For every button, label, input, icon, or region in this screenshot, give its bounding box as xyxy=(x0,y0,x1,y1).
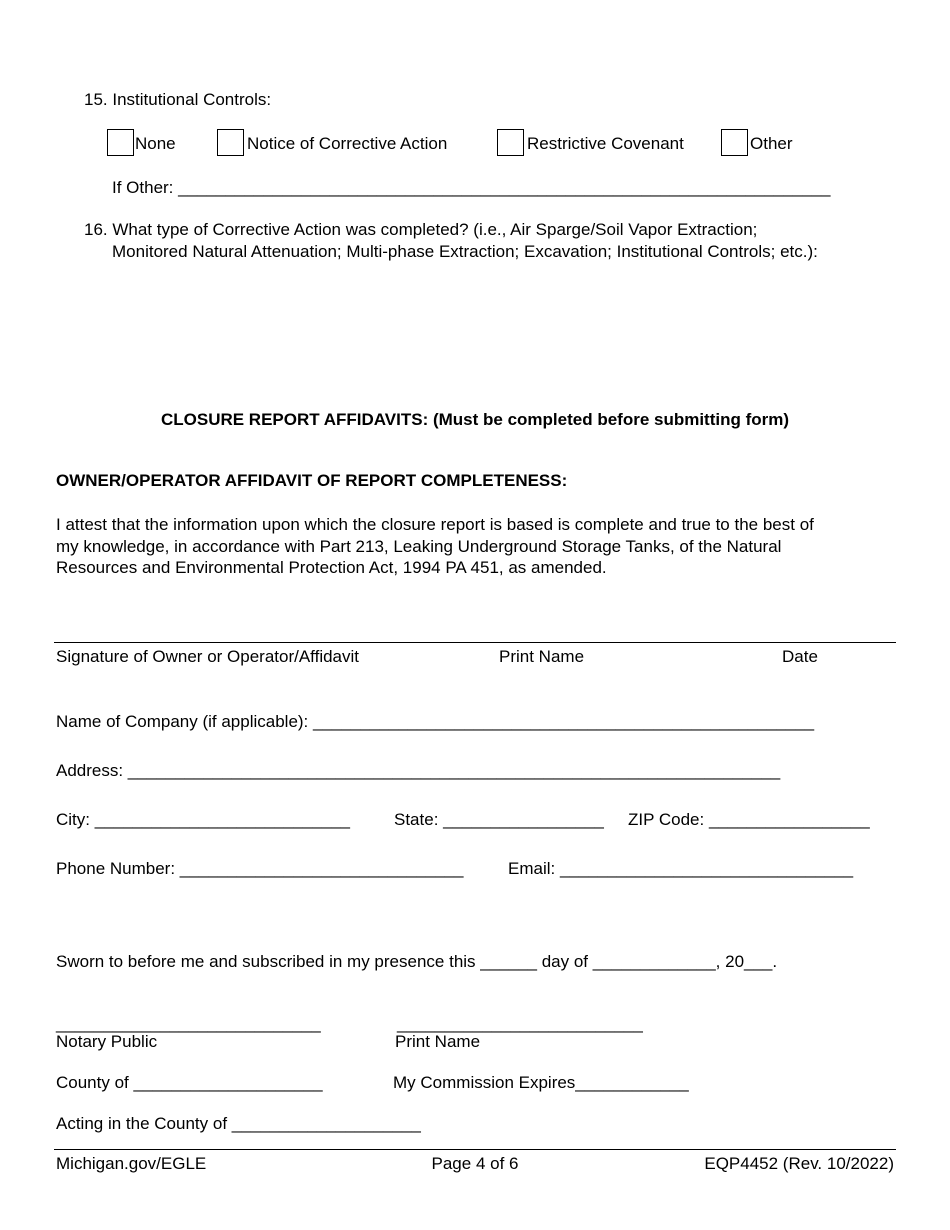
address-field[interactable]: Address: _____________________________________________________________________ xyxy=(56,761,781,780)
q16-line1: 16. What type of Corrective Action was completed? (i.e., Air Sparge/Soil Vapor Extraction; xyxy=(84,220,758,239)
print-name-label: Print Name xyxy=(499,647,585,666)
notary-print-name-line[interactable]: __________________________ xyxy=(397,1014,643,1033)
restrictive-covenant-label: Restrictive Covenant xyxy=(527,134,684,153)
signature-label: Signature of Owner or Operator/Affidavit xyxy=(56,647,360,666)
company-name-field[interactable]: Name of Company (if applicable): _____________________________________________________ xyxy=(56,712,815,731)
owner-affidavit-heading: OWNER/OPERATOR AFFIDAVIT OF REPORT COMPLETENESS: xyxy=(56,471,568,490)
other-checkbox[interactable] xyxy=(721,129,748,156)
q15-label: 15. Institutional Controls: xyxy=(84,90,272,109)
footer-divider xyxy=(54,1149,896,1150)
attest-line2: my knowledge, in accordance with Part 213, Leaking Underground Storage Tanks, of the Natural xyxy=(56,537,782,556)
notary-signature-line[interactable]: ____________________________ xyxy=(56,1014,321,1033)
restrictive-covenant-checkbox[interactable] xyxy=(497,129,524,156)
attest-line1: I attest that the information upon which the closure report is based is complete and true to the best of xyxy=(56,515,814,534)
phone-number-field[interactable]: Phone Number: ______________________________ xyxy=(56,859,464,878)
q16-line2: Monitored Natural Attenuation; Multi-phase Extraction; Excavation; Institutional Controls; etc.): xyxy=(112,242,818,261)
zip-code-field[interactable]: ZIP Code: _________________ xyxy=(628,810,870,829)
notary-print-name-label: Print Name xyxy=(395,1032,481,1051)
sworn-statement[interactable]: Sworn to before me and subscribed in my presence this ______ day of _____________, 20___. xyxy=(56,952,778,971)
county-field[interactable]: County of ____________________ xyxy=(56,1073,323,1092)
notary-public-label: Notary Public xyxy=(56,1032,158,1051)
email-field[interactable]: Email: _______________________________ xyxy=(508,859,854,878)
other-option-label: Other xyxy=(750,134,793,153)
acting-county-field[interactable]: Acting in the County of ____________________ xyxy=(56,1114,421,1133)
commission-expires-field[interactable]: My Commission Expires____________ xyxy=(393,1073,689,1092)
affidavits-heading: CLOSURE REPORT AFFIDAVITS: (Must be completed before submitting form) xyxy=(160,410,790,429)
footer-website: Michigan.gov/EGLE xyxy=(56,1154,207,1173)
date-label: Date xyxy=(782,647,818,666)
footer-page-number: Page 4 of 6 xyxy=(431,1154,519,1173)
notice-of-corrective-action-checkbox[interactable] xyxy=(217,129,244,156)
state-field[interactable]: State: _________________ xyxy=(394,810,604,829)
footer-form-number: EQP4452 (Rev. 10/2022) xyxy=(704,1154,894,1173)
signature-line[interactable] xyxy=(54,642,896,643)
none-option-label: None xyxy=(135,134,176,153)
city-field[interactable]: City: ___________________________ xyxy=(56,810,350,829)
notice-of-corrective-action-label: Notice of Corrective Action xyxy=(247,134,448,153)
attest-line3: Resources and Environmental Protection Act, 1994 PA 451, as amended. xyxy=(56,558,607,577)
if-other-field[interactable]: If Other: _____________________________________________________________________ xyxy=(112,178,831,197)
none-checkbox[interactable] xyxy=(107,129,134,156)
